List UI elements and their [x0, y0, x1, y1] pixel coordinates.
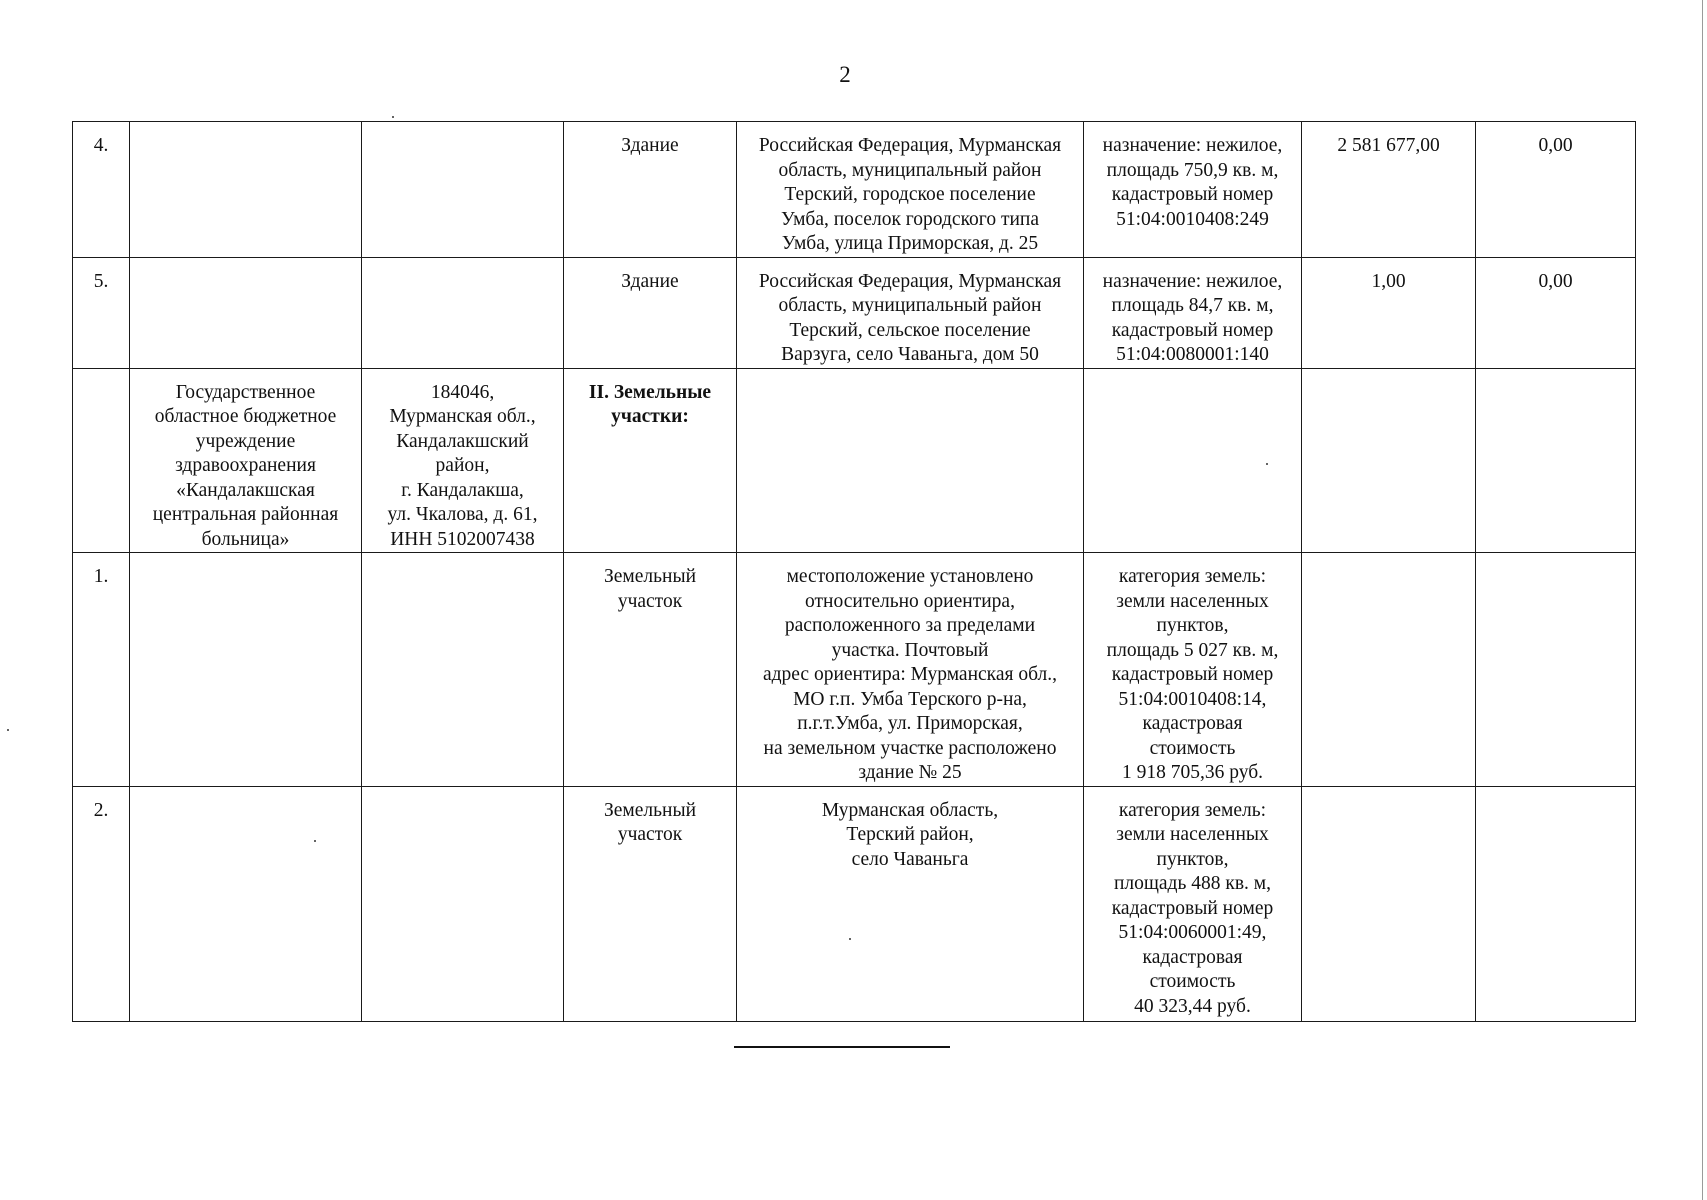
address-cell: [737, 553, 1084, 787]
specs-line: 51:04:0060001:49,: [1118, 922, 1267, 943]
specs-line: 40 323,44 руб.: [1134, 995, 1251, 1017]
organization-details-cell: [362, 122, 564, 258]
table-row: [73, 553, 1636, 787]
specs-line: кадастровая: [1142, 713, 1243, 734]
scan-speck: [1266, 463, 1268, 465]
specs-line: 51:04:0080001:140: [1116, 344, 1269, 365]
specs-cell: [1084, 257, 1302, 368]
row-number: 4.: [73, 122, 130, 258]
residual-value-cell: [1476, 368, 1636, 553]
specs-line: площадь 5 027 кв. м,: [1106, 639, 1279, 661]
specs-line: кадастровая: [1142, 946, 1243, 968]
address-line: местоположение установлено: [786, 566, 1034, 587]
table-row: [73, 786, 1636, 1021]
specs-line: кадастровый номер: [1111, 184, 1274, 205]
book-value-cell: 2 581 677,00: [1302, 122, 1476, 258]
scan-speck: [849, 938, 851, 940]
scan-speck: [392, 116, 394, 118]
organization-details-cell: [362, 786, 564, 1021]
section-title-cell: [564, 368, 737, 553]
row-number: 2.: [73, 786, 130, 1021]
specs-line: категория земель:: [1118, 799, 1267, 821]
specs-line: категория земель:: [1118, 566, 1267, 587]
specs-line: кадастровый номер: [1111, 897, 1274, 919]
object-type-line: Земельный: [603, 799, 696, 821]
property-registry-table: [72, 121, 1636, 1022]
address-line: МО г.п. Умба Терского р-на,: [793, 688, 1027, 710]
residual-value-cell: 0,00: [1476, 122, 1636, 258]
organization-cell: [130, 786, 362, 1021]
organization-name-line: здравоохранения: [175, 455, 316, 476]
specs-line: пунктов,: [1156, 848, 1229, 870]
organization-details-line: 184046,: [430, 381, 495, 403]
address-cell: [737, 368, 1084, 553]
organization-details-line: ул. Чкалова, д. 61,: [387, 504, 538, 525]
page-number: 2: [839, 62, 851, 87]
specs-line: площадь 488 кв. м,: [1113, 873, 1272, 894]
object-type-cell: [564, 786, 737, 1021]
book-value-cell: [1302, 368, 1476, 553]
organization-details-line: г. Кандалакша,: [401, 479, 524, 501]
specs-line: площадь 750,9 кв. м,: [1106, 159, 1279, 181]
organization-name-line: Государственное: [175, 381, 316, 403]
book-value-cell: [1302, 553, 1476, 787]
section-title-line: II. Земельные: [588, 381, 712, 403]
specs-line: назначение: нежилое,: [1102, 135, 1283, 156]
address-cell: [737, 786, 1084, 1021]
row-number: [73, 368, 130, 553]
organization-details-line: ИНН 5102007438: [390, 528, 535, 550]
residual-value-cell: 0,00: [1476, 257, 1636, 368]
object-type-line: Земельный: [603, 566, 696, 587]
end-of-table-rule: [734, 1046, 950, 1048]
residual-value-cell: [1476, 786, 1636, 1021]
organization-cell: [130, 257, 362, 368]
object-type-cell: Здание: [564, 257, 737, 368]
address-line: относительно ориентира,: [805, 590, 1015, 612]
address-line: здание № 25: [858, 762, 962, 783]
row-number: 1.: [73, 553, 130, 787]
residual-value-cell: [1476, 553, 1636, 787]
book-value-cell: 1,00: [1302, 257, 1476, 368]
organization-name-line: областное бюджетное: [154, 406, 337, 427]
organization-name-line: больница»: [201, 528, 290, 550]
address-line: Терский, городское поселение: [784, 184, 1036, 205]
organization-name-line: «Кандалакшская: [176, 479, 315, 501]
organization-details-cell: [362, 368, 564, 553]
object-type-line: участок: [617, 590, 683, 612]
address-line: Терский, сельское поселение: [789, 319, 1031, 341]
organization-details-line: Кандалакшский: [396, 430, 529, 452]
organization-details-cell: [362, 553, 564, 787]
organization-name-line: центральная районная: [152, 504, 339, 525]
specs-line: пунктов,: [1156, 615, 1229, 636]
object-type-cell: Здание: [564, 122, 737, 258]
object-type-cell: [564, 553, 737, 787]
address-cell: [737, 257, 1084, 368]
specs-cell: [1084, 786, 1302, 1021]
organization-cell: [130, 553, 362, 787]
specs-line: 51:04:0010408:249: [1116, 208, 1269, 230]
address-line: Варзуга, село Чаваньга, дом 50: [781, 344, 1039, 365]
address-line: на земельном участке расположено: [763, 737, 1057, 759]
address-line: село Чаваньга: [851, 848, 969, 870]
specs-cell: [1084, 368, 1302, 553]
row-number: 5.: [73, 257, 130, 368]
book-value-cell: [1302, 786, 1476, 1021]
specs-line: площадь 84,7 кв. м,: [1111, 295, 1274, 316]
address-line: Терский район,: [846, 824, 974, 845]
organization-cell: [130, 122, 362, 258]
object-type-line: участок: [617, 824, 683, 845]
organization-name-line: учреждение: [195, 430, 296, 452]
specs-cell: [1084, 553, 1302, 787]
table-row: [73, 122, 1636, 258]
specs-line: кадастровый номер: [1111, 664, 1274, 685]
scan-speck: [314, 840, 316, 842]
address-line: адрес ориентира: Мурманская обл.,: [762, 664, 1058, 685]
address-line: п.г.т.Умба, ул. Приморская,: [797, 713, 1023, 734]
address-line: расположенного за пределами: [784, 615, 1036, 636]
address-line: участка. Почтовый: [831, 639, 989, 661]
section-title-line: участки:: [611, 406, 689, 427]
organization-row: [73, 368, 1636, 553]
specs-line: кадастровый номер: [1111, 319, 1274, 341]
specs-line: стоимость: [1149, 737, 1236, 759]
address-line: Российская Федерация, Мурманская: [758, 135, 1062, 156]
scan-speck: [7, 729, 9, 731]
scan-edge-line: [1702, 0, 1703, 1200]
address-cell: [737, 122, 1084, 258]
specs-line: 51:04:0010408:14,: [1118, 688, 1267, 710]
specs-line: стоимость: [1149, 971, 1236, 992]
specs-line: назначение: нежилое,: [1102, 270, 1283, 292]
address-line: Российская Федерация, Мурманская: [758, 270, 1062, 292]
address-line: Умба, улица Приморская, д. 25: [781, 233, 1039, 254]
specs-cell: [1084, 122, 1302, 258]
specs-line: 1 918 705,36 руб.: [1121, 762, 1264, 783]
address-line: область, муниципальный район: [778, 295, 1042, 316]
address-line: область, муниципальный район: [778, 159, 1042, 181]
organization-details-line: Мурманская обл.,: [389, 406, 536, 427]
address-line: Умба, поселок городского типа: [780, 208, 1039, 230]
organization-details-line: район,: [435, 455, 490, 476]
organization-details-cell: [362, 257, 564, 368]
specs-line: земли населенных: [1116, 824, 1269, 845]
address-line: Мурманская область,: [821, 799, 999, 821]
organization-name-cell: [130, 368, 362, 553]
table-row: [73, 257, 1636, 368]
specs-line: земли населенных: [1116, 590, 1269, 612]
